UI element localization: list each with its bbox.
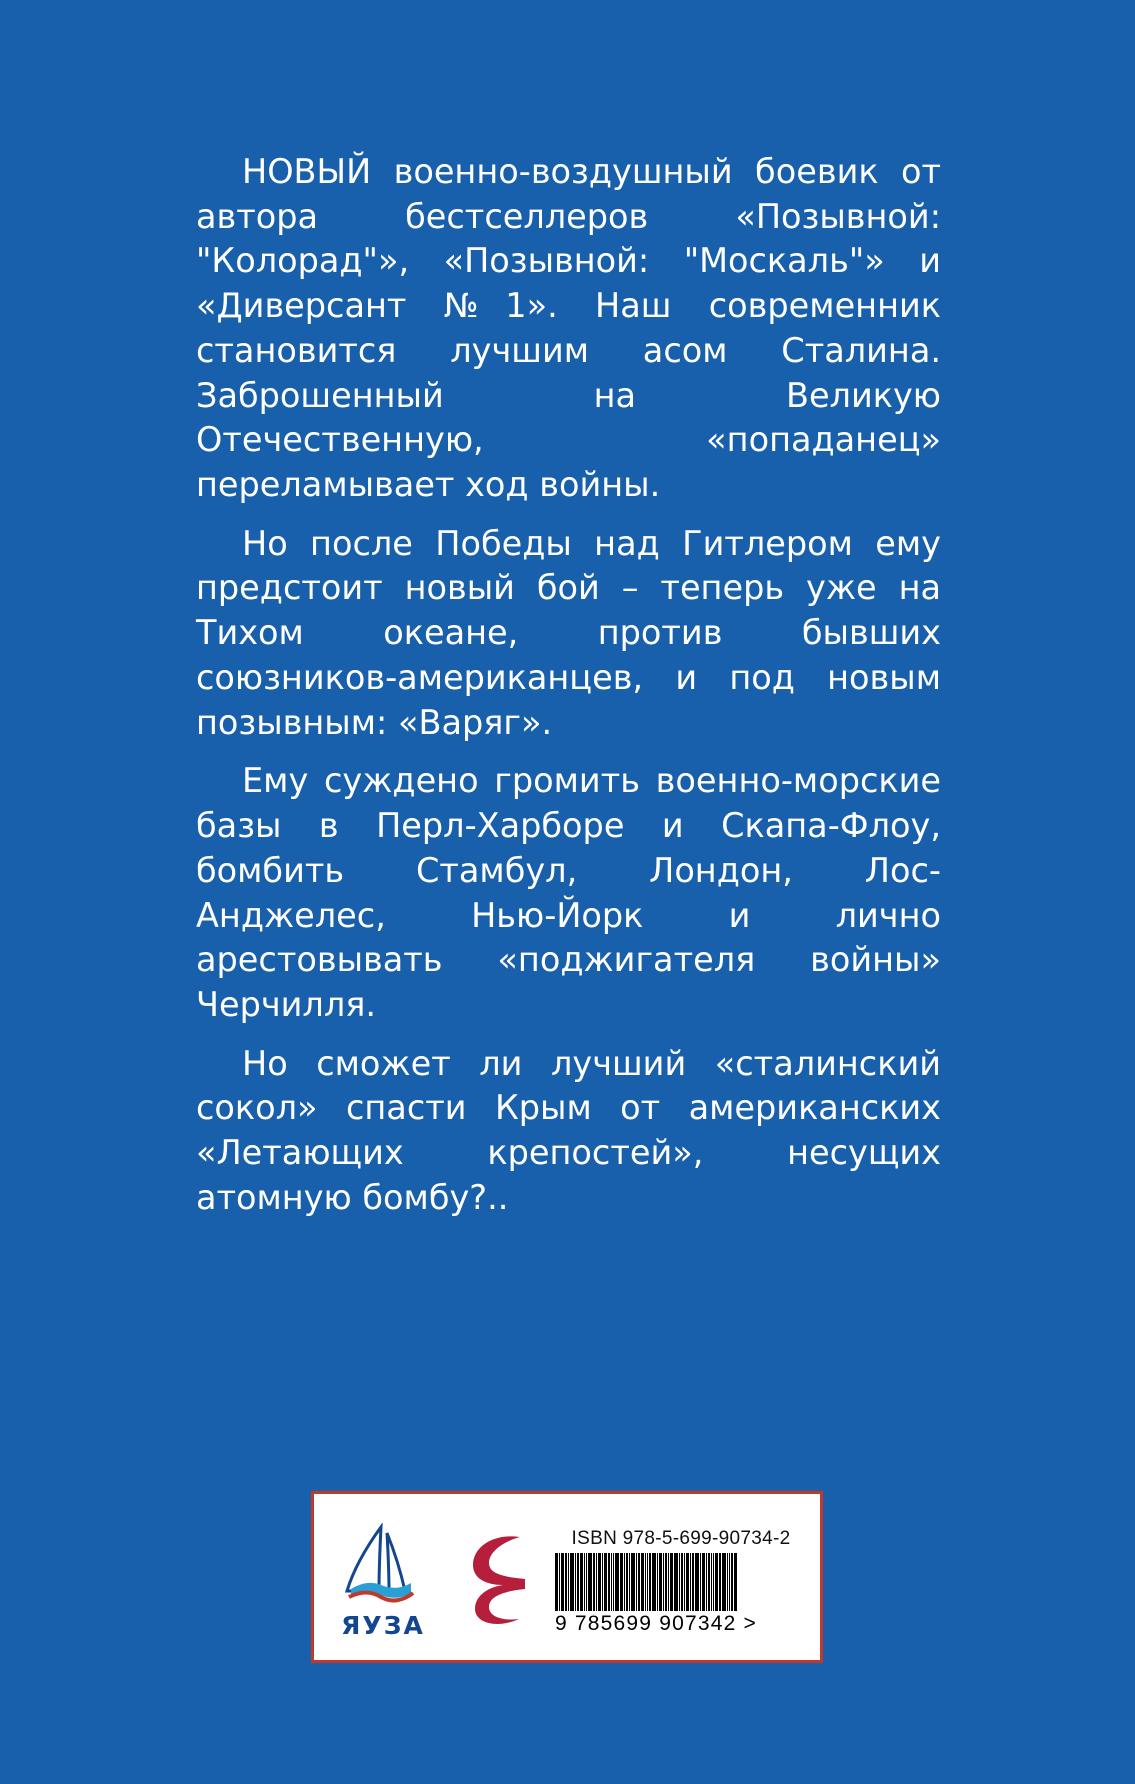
blurb-paragraph-3: Ему суждено громить военно-морские базы в Перл-Харборе и Скапа-Флоу, бомбить Стамбул, Лондон, Лос-Анджелес, Нью-Йорк и лично арестовывать «поджигателя войны» Черчилля.	[196, 761, 941, 1024]
blurb-paragraph-2: Но после Победы над Гитлером ему предстоит новый бой – теперь уже на Тихом океане, против бывших союзников-американцев, и под новым позывным: «Варяг».	[196, 523, 941, 742]
isbn-label: ISBN 978-5-699-90734-2	[571, 1527, 791, 1549]
eksmo-e-icon	[463, 1525, 537, 1629]
isbn-block	[548, 1494, 820, 1660]
yauza-sail-icon	[335, 1523, 431, 1611]
publisher-logo-yauza	[314, 1494, 452, 1660]
barcode-digits-label: 9 785699 907342 >	[555, 1611, 757, 1635]
publisher-logo-eksmo	[452, 1494, 548, 1660]
blurb-paragraph-1: НОВЫЙ военно-воздушный боевик от автора бестселлеров «Позывной: "Колорад"», «Позывной: "Москаль"» и «Диверсант №1». Наш современник становится лучшим асом Сталина. Заброшенный на Великую Отечественную, «попаданец» переламывает ход войны.	[196, 152, 941, 505]
barcode-image	[555, 1553, 807, 1635]
blurb-text-block	[196, 150, 941, 1221]
imprint-panel	[311, 1491, 823, 1663]
publisher-name-label: ЯУЗА	[341, 1610, 425, 1640]
blurb-paragraph-4: Но сможет ли лучший «сталинский сокол» спасти Крым от американских «Летающих крепостей», несущих атомную бомбу?..	[196, 1043, 941, 1217]
barcode-bars	[555, 1553, 807, 1611]
